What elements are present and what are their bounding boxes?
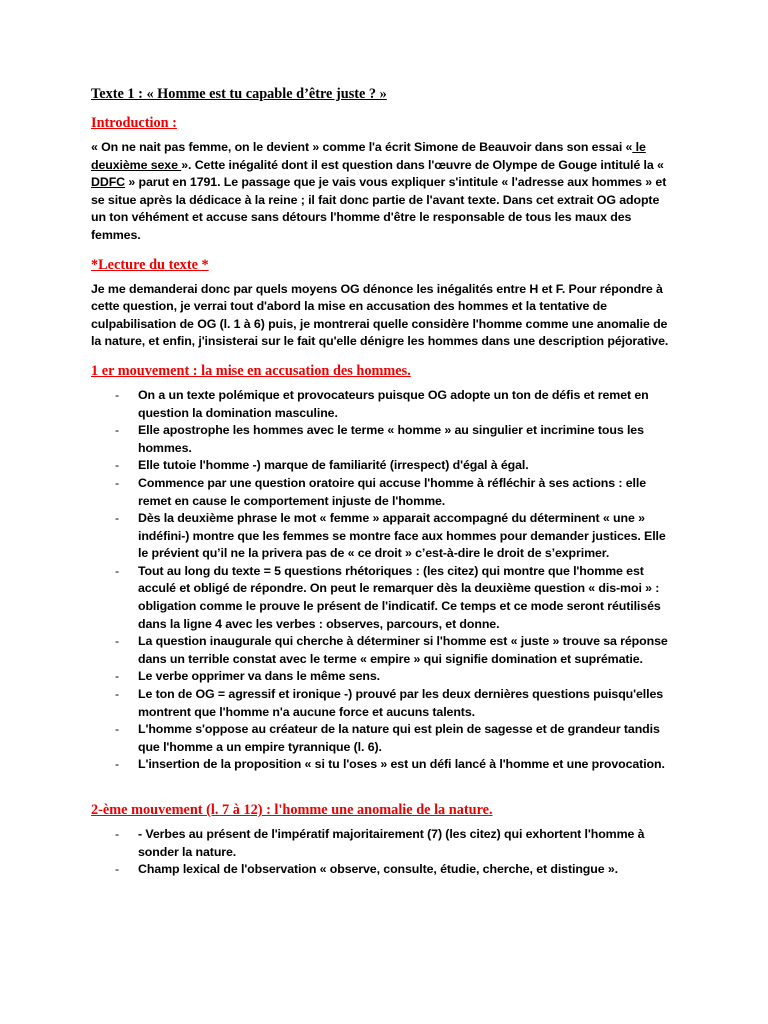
bullet-dash: -	[115, 423, 120, 438]
lecture-paragraph: Je me demanderai donc par quels moyens OG dénonce les inégalités entre H et F. Pour répondre à cette question, je verrai tout d'abord la mise en accusation des hommes et la tentative de culpabilisation de OG (l. 1 à 6) puis, je montrerai quelle considère l'homme comme une anomalie de la nature, et enfin, j'insisterai sur le fait qu'elle dénigre les hommes dans une description péjorative.	[91, 281, 669, 349]
document-title: Texte 1 : « Homme est tu capable d’être juste ? »	[91, 86, 387, 102]
mouvement2-heading: 2-ème mouvement (l. 7 à 12) : l'homme une anomalie de la nature.	[91, 802, 493, 818]
list-item	[91, 510, 677, 563]
list-item-text: Dès la deuxième phrase le mot « femme » apparait accompagné du déterminent « une » indéfini-) montre que les femmes se montre face aux hommes pour demander justices. Elle le prévient qu’il ne la privera pas de « ce droit » c’est-à-dire le droit de s’exprimer.	[138, 511, 666, 561]
introduction-paragraph	[91, 139, 677, 245]
intro-text-c: » parut en 1791. Le passage que je vais vous expliquer s'intitule « l'adresse aux hommes » et se situe après la dédicace à la reine ; il fait donc partie de l'avant texte. Dans cet extrait OG adopte un ton véhément et accuse sans détours l'homme d'être le responsable de tous les maux des femmes.	[91, 175, 667, 242]
bullet-dash: -	[115, 563, 120, 578]
list-item-text: Champ lexical de l'observation « observe, consulte, étudie, cherche, et distingue ».	[138, 862, 618, 877]
list-item	[91, 422, 677, 457]
list-item-text: L'homme s'oppose au créateur de la nature qui est plein de sagesse et de grandeur tandis que l'homme a un empire tyrannique (l. 6).	[138, 722, 660, 754]
ddfc-reference: DDFC	[91, 175, 126, 190]
list-item	[91, 861, 677, 879]
intro-text-a: « On ne nait pas femme, on le devient » comme l'a écrit Simone de Beauvoir dans son essai «	[91, 140, 633, 154]
spacer	[91, 786, 677, 800]
document-content	[91, 84, 677, 891]
list-item-text: Le verbe opprimer va dans le même sens.	[138, 669, 380, 684]
mouvement1-heading: 1 er mouvement : la mise en accusation des hommes.	[91, 362, 411, 379]
bullet-dash: -	[115, 511, 120, 526]
mouvement1-list	[91, 387, 677, 774]
introduction-heading: Introduction :	[91, 115, 177, 131]
list-item-text: On a un texte polémique et provocateurs puisque OG adopte un ton de défis et remet en question la domination masculine.	[138, 387, 649, 420]
list-item	[91, 475, 677, 510]
bullet-dash: -	[115, 862, 120, 877]
bullet-dash: -	[115, 722, 120, 737]
list-item	[91, 756, 677, 774]
list-item-text: La question inaugurale qui cherche à déterminer si l'homme est « juste » trouve sa réponse dans un terrible constat avec le terme « empire » qui signifie domination et suprématie.	[138, 634, 668, 666]
list-item	[91, 457, 677, 475]
bullet-dash: -	[115, 634, 120, 649]
list-item-text: Le ton de OG = agressif et ironique -) prouvé par les deux dernières questions puisqu'elles montrent que l'homme n'a aucune force et aucuns talents.	[138, 687, 664, 719]
mouvement2-list	[91, 826, 677, 879]
bullet-dash: -	[115, 458, 120, 473]
bullet-dash: -	[115, 757, 120, 772]
list-item-text: - Verbes au présent de l'impératif majoritairement (7) (les citez) qui exhortent l'homme à sonder la nature.	[138, 827, 645, 859]
list-item-text: Tout au long du texte = 5 questions rhétoriques : (les citez) qui montre que l'homme est acculé et obligé de répondre. On peut le remarquer dès la deuxième question « dis-moi » : obligation comme le prouve le présent de l'indicatif. Ce temps et ce mode seront réutilisés dans la ligne 4 avec les verbes : observes, parcours, et donne.	[138, 563, 661, 631]
list-item	[91, 668, 677, 686]
lecture-heading: *Lecture du texte *	[91, 256, 209, 273]
list-item	[91, 826, 677, 861]
bullet-dash: -	[115, 669, 120, 684]
bullet-dash: -	[115, 687, 120, 702]
list-item	[91, 721, 677, 756]
book-title-deuxieme-sexe: le deuxième sexe	[91, 140, 646, 172]
list-item-text: Elle apostrophe les hommes avec le terme « homme » au singulier et incrimine tous les hommes.	[138, 423, 644, 455]
list-item	[91, 686, 677, 721]
list-item-text: L'insertion de la proposition « si tu l'oses » est un défi lancé à l'homme et une provocation.	[138, 757, 665, 772]
bullet-dash: -	[115, 475, 120, 490]
list-item	[91, 633, 677, 668]
bullet-dash: -	[115, 387, 120, 402]
intro-text-b: ». Cette inégalité dont il est question dans l'œuvre de Olympe de Gouge intitulé la «	[181, 157, 664, 172]
list-item-text: Commence par une question oratoire qui accuse l'homme à réfléchir à ses actions : elle remet en cause le comportement injuste de l'homme.	[138, 475, 647, 508]
list-item	[91, 387, 677, 422]
list-item-text: Elle tutoie l'homme -) marque de familiarité (irrespect) d'égal à égal.	[138, 458, 529, 473]
bullet-dash: -	[115, 827, 120, 841]
list-item	[91, 563, 677, 633]
